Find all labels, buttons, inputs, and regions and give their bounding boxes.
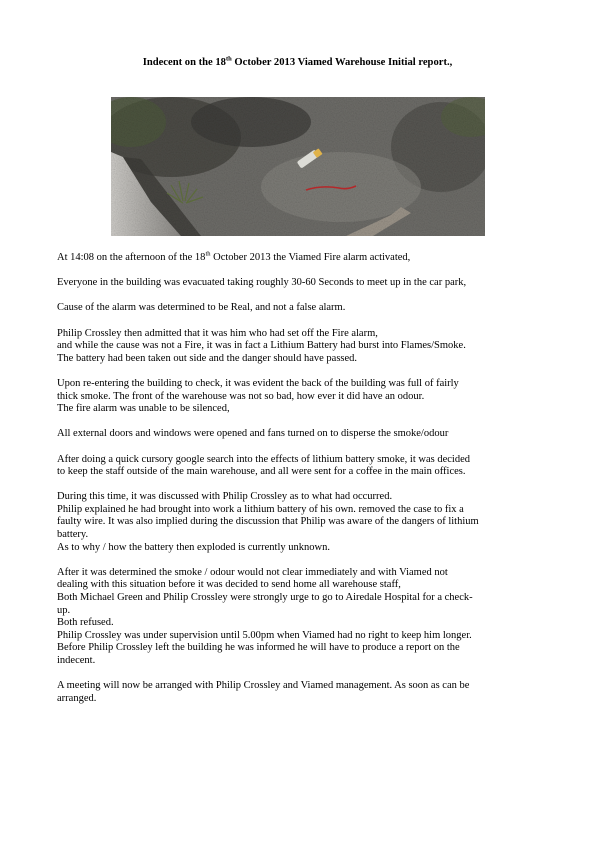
text-segment: At 14:08 on the afternoon of the 18 [57,252,206,263]
text-line: Upon re-entering the building to check, it was evident the back of the building was full of fairly [57,377,459,389]
paragraph [57,252,547,265]
superscript: th [205,250,211,258]
text-line: to keep the staff outside of the main warehouse, and all were sent for a coffee in the main offices. [57,466,466,478]
paragraph [57,378,547,416]
text-line: The fire alarm was unable to be silenced, [57,403,230,415]
paragraph [57,454,547,479]
report-title [60,56,535,69]
text-line [57,252,547,265]
text-line: and while the cause was not a Fire, it was in fact a Lithium Battery had burst into Flames/Smoke. [57,340,466,352]
text-line: All external doors and windows were opened and fans turned on to disperse the smoke/odour [57,428,449,440]
text-line: Both refused. [57,617,114,629]
text-line: Both Michael Green and Philip Crossley were strongly urge to go to Airedale Hospital for a check- [57,592,473,604]
text-line: Philip explained he had brought into work a lithium battery of his own. removed the case to fix a [57,503,464,515]
paragraph [57,277,547,290]
text-line: dealing with this situation before it was decided to send home all warehouse staff, [57,579,401,591]
paragraph [57,491,547,554]
text-line: Before Philip Crossley left the building he was informed he will have to produce a report on the [57,642,460,654]
report-body [57,252,547,718]
paragraph [57,680,547,705]
text-line: As to why / how the battery then exploded is currently unknown. [57,541,330,553]
text-line: Philip Crossley was under supervision until 5.00pm when Viamed had no right to keep him longer. [57,629,472,641]
text-line: up. [57,604,71,616]
paragraph [57,567,547,668]
title-text-rest: October 2013 Viamed Warehouse Initial report., [231,57,453,68]
text-line: During this time, it was discussed with Philip Crossley as to what had occurred. [57,491,393,503]
text-line: After it was determined the smoke / odour would not clear immediately and with Viamed not [57,566,448,578]
text-segment: October 2013 the Viamed Fire alarm activated, [210,252,411,263]
text-line: A meeting will now be arranged with Philip Crossley and Viamed management. As soon as can be [57,680,470,692]
text-line: The battery had been taken out side and the danger should have passed. [57,352,358,364]
paragraph [57,302,547,315]
text-line: indecent. [57,655,96,666]
text-line: battery. [57,529,89,541]
text-line: thick smoke. The front of the warehouse was not so bad, how ever it did have an odour. [57,390,425,402]
photo-dark-patch [191,97,311,147]
evidence-photo [111,97,485,236]
text-line: faulty wire. It was also implied during the discussion that Philip was aware of the dangers of lithium [57,516,479,528]
paragraph [57,428,547,441]
text-line: Cause of the alarm was determined to be Real, and not a false alarm. [57,302,346,314]
text-line: arranged. [57,692,97,704]
paragraph [57,328,547,366]
title-text: Indecent on the 18 [142,57,226,68]
title-superscript: th [225,55,232,63]
text-line: Everyone in the building was evacuated taking roughly 30-60 Seconds to meet up in the car park, [57,277,467,289]
text-line: Philip Crossley then admitted that it was him who had set off the Fire alarm, [57,327,378,339]
text-line: After doing a quick cursory google search into the effects of lithium battery smoke, it was decided [57,453,470,465]
